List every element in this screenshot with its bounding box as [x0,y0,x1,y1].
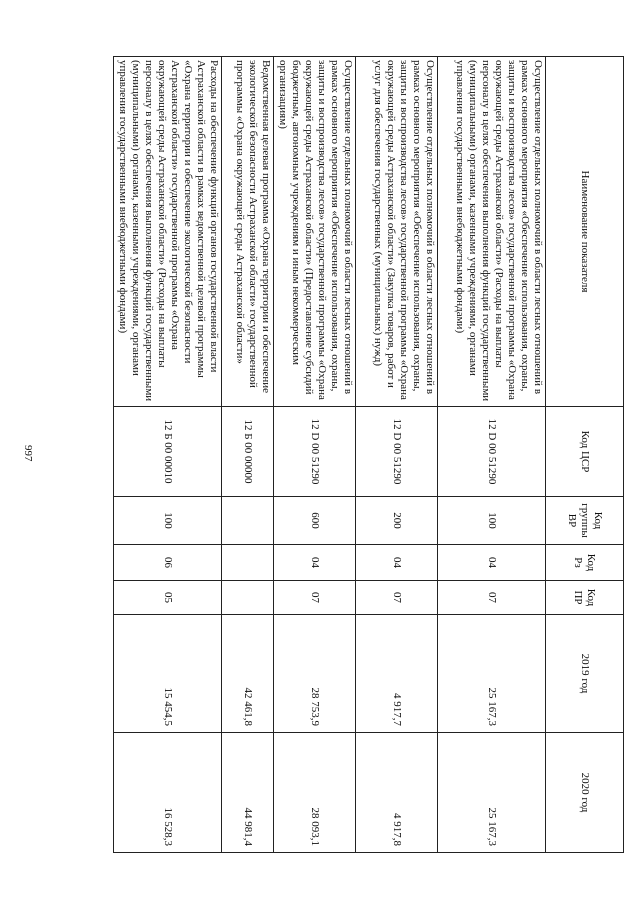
row-rz: 04 [438,545,546,581]
row-name: Осуществление отдельных полномочий в области лесных отношений в рамках основного мероприятия «Обеспечение использования, охраны, защиты и воспроизводства лесов» государственной программы «Охрана окружающей среды Астраханской области» (Расходы на выплаты персоналу в целях обеспечения выполнения функций государственными (муниципальными) органами, казенными учреждениями, органами управления государственными внебюджетными фондами) [438,57,546,407]
row-pr: 07 [274,581,356,615]
page-number: 997 [22,445,34,462]
header-vr: Код группы ВР [546,497,624,545]
row-pr: 05 [114,581,222,615]
header-2020: 2020 год [546,733,624,853]
header-rz: Код Рз [546,545,624,581]
row-2019: 15 454,5 [114,615,222,733]
row-vr: 600 [274,497,356,545]
row-vr: 100 [438,497,546,545]
row-2019: 25 167,3 [438,615,546,733]
budget-table-container [117,56,624,852]
header-csr: Код ЦСР [546,407,624,497]
row-vr: 200 [356,497,438,545]
row-csr: 12 D 00 51290 [274,407,356,497]
row-pr [222,581,274,615]
row-csr: 12 D 00 51290 [438,407,546,497]
table-row [438,57,546,853]
row-rz [222,545,274,581]
row-2019: 4 917,7 [356,615,438,733]
table-row [222,57,274,853]
row-vr: 100 [114,497,222,545]
header-name: Наименование показателя [546,57,624,407]
row-rz: 04 [274,545,356,581]
budget-table [113,56,624,853]
row-csr: 12 Б 00 00000 [222,407,274,497]
row-2019: 42 461,8 [222,615,274,733]
row-pr: 07 [356,581,438,615]
row-2020: 44 981,4 [222,733,274,853]
row-2019: 28 753,9 [274,615,356,733]
row-rz: 04 [356,545,438,581]
header-row [546,57,624,853]
row-name: Расходы на обеспечение функций органов государственной власти Астраханской области в рамках ведомственной целевой программы «Охрана территории и обеспечение экологической безопасности Астраханской области» государственной программы «Охрана окружающей среды Астраханской области» (Расходы на выплаты персоналу в целях обеспечения выполнения функций государственными (муниципальными) органами, казенными учреждениями, органами управления государственными внебюджетными фондами) [114,57,222,407]
header-pr: Код ПР [546,581,624,615]
row-pr: 07 [438,581,546,615]
row-2020: 4 917,8 [356,733,438,853]
row-vr [222,497,274,545]
row-name: Осуществление отдельных полномочий в области лесных отношений в рамках основного мероприятия «Обеспечение использования, охраны, защиты и воспроизводства лесов» государственной программы «Охрана окружающей среды Астраханской области» (Предоставление субсидий бюджетным, автономным учреждениям и иным некоммерческим организациям) [274,57,356,407]
row-name: Осуществление отдельных полномочий в области лесных отношений в рамках основного мероприятия «Обеспечение использования, охраны, защиты и воспроизводства лесов» государственной программы «Охрана окружающей среды Астраханской области» (Закупка товаров, работ и услуг для обеспечения государственных (муниципальных) нужд) [356,57,438,407]
row-name: Ведомственная целевая программа «Охрана территории и обеспечение экологической безопасности Астраханской области» государственной программы «Охрана окружающей среды Астраханской области» [222,57,274,407]
table-row [114,57,222,853]
table-row [274,57,356,853]
header-2019: 2019 год [546,615,624,733]
table-row [356,57,438,853]
row-2020: 28 093,1 [274,733,356,853]
row-2020: 16 528,3 [114,733,222,853]
row-2020: 25 167,3 [438,733,546,853]
row-rz: 06 [114,545,222,581]
row-csr: 12 D 00 51290 [356,407,438,497]
row-csr: 12 Б 00 00010 [114,407,222,497]
